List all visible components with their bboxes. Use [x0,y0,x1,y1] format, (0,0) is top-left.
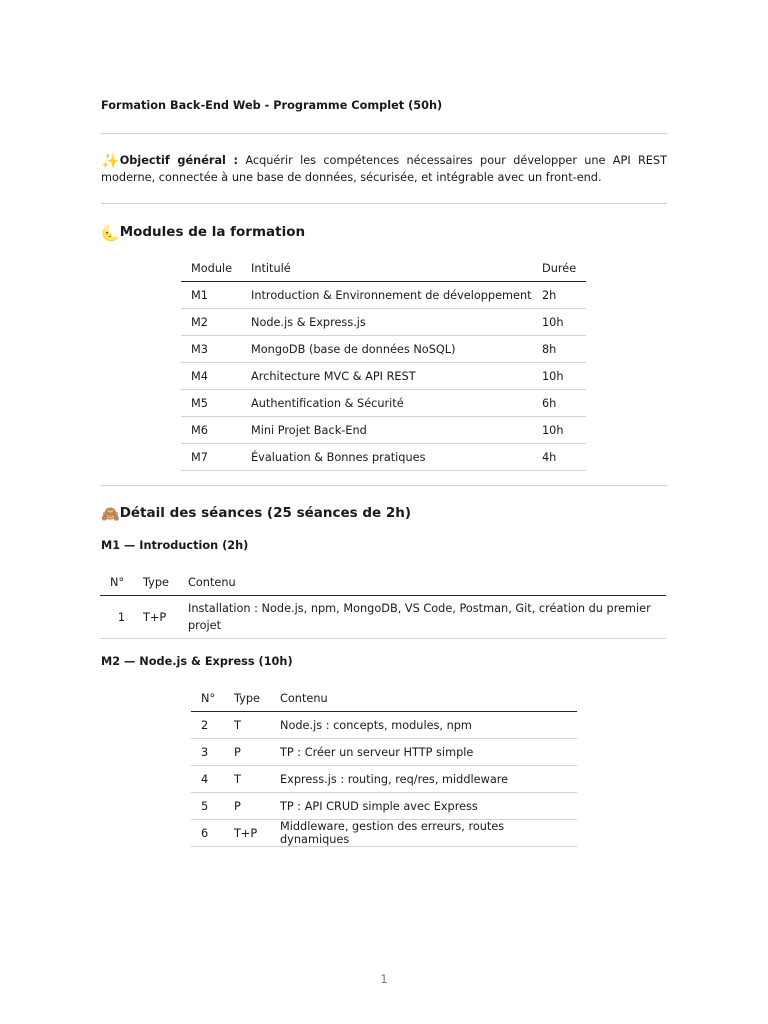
module-title: Architecture MVC & API REST [241,363,532,390]
session-number: 6 [191,820,224,847]
table-row [191,712,577,739]
module-code: M7 [181,444,241,471]
document-title: Formation Back-End Web - Programme Complet (50h) [101,99,443,112]
table-row [191,793,577,820]
session-number: 3 [191,739,224,766]
table-row [181,282,586,309]
session-type: P [224,793,270,820]
column-header: Type [224,685,270,712]
table-row [181,309,586,336]
session-content: TP : API CRUD simple avec Express [270,793,577,820]
m1-sessions-table [100,569,666,639]
session-type: P [224,739,270,766]
sparkles-icon: ✨ [101,152,120,170]
module-duration: 8h [532,336,586,363]
m2-heading: M2 — Node.js & Express (10h) [101,655,293,668]
session-number: 2 [191,712,224,739]
modules-heading [101,224,305,241]
module-title: Node.js & Express.js [241,309,532,336]
module-duration: 6h [532,390,586,417]
module-duration: 2h [532,282,586,309]
table-row [191,739,577,766]
column-header: Contenu [270,685,577,712]
objective-label: Objectif général : [119,154,239,167]
table-row [191,820,577,847]
table-row [181,390,586,417]
table-row [191,766,577,793]
sessions-heading-text: Détail des séances (25 séances de 2h) [119,505,412,521]
module-duration: 10h [532,417,586,444]
session-number: 5 [191,793,224,820]
column-header: Durée [532,255,586,282]
module-code: M2 [181,309,241,336]
session-type: T [224,766,270,793]
table-row [181,336,586,363]
session-number: 1 [100,596,133,639]
module-code: M1 [181,282,241,309]
objective-paragraph [101,152,667,186]
module-code: M6 [181,417,241,444]
see-no-evil-monkey-icon: 🙈 [101,505,120,523]
divider [101,133,667,134]
column-header: Contenu [178,569,666,596]
module-title: Introduction & Environnement de développement [241,282,532,309]
divider [101,485,667,486]
session-content: Node.js : concepts, modules, npm [270,712,577,739]
session-content: Express.js : routing, req/res, middleware [270,766,577,793]
module-code: M4 [181,363,241,390]
module-title: Authentification & Sécurité [241,390,532,417]
table-row [100,596,666,639]
m1-heading: M1 — Introduction (2h) [101,539,249,552]
m2-sessions-table [191,685,577,847]
modules-table [181,255,586,471]
table-row [181,444,586,471]
module-duration: 10h [532,309,586,336]
table-row [181,417,586,444]
module-title: Mini Projet Back-End [241,417,532,444]
session-content: TP : Créer un serveur HTTP simple [270,739,577,766]
session-type: T+P [224,820,270,847]
module-code: M3 [181,336,241,363]
table-header-row [100,569,666,596]
table-row [181,363,586,390]
module-title: MongoDB (base de données NoSQL) [241,336,532,363]
session-content: Middleware, gestion des erreurs, routes dynamiques [270,820,577,847]
module-duration: 4h [532,444,586,471]
modules-heading-text: Modules de la formation [119,224,306,240]
session-type: T [224,712,270,739]
column-header: N° [191,685,224,712]
table-header-row [191,685,577,712]
crescent-moon-icon: 🌜 [101,224,120,242]
session-type: T+P [133,596,178,639]
module-duration: 10h [532,363,586,390]
objective-text: Acquérir les compétences nécessaires pour développer une API REST moderne, connectée à une base de données, sécurisée, et intégrable avec un front-end. [101,154,667,184]
page-number: 1 [380,973,388,986]
column-header: Type [133,569,178,596]
column-header: N° [100,569,133,596]
column-header: Intitulé [241,255,532,282]
divider [101,203,667,204]
sessions-heading [101,505,411,522]
module-code: M5 [181,390,241,417]
session-content: Installation : Node.js, npm, MongoDB, VS Code, Postman, Git, création du premier projet [178,596,666,639]
module-title: Évaluation & Bonnes pratiques [241,444,532,471]
table-header-row [181,255,586,282]
column-header: Module [181,255,241,282]
session-number: 4 [191,766,224,793]
